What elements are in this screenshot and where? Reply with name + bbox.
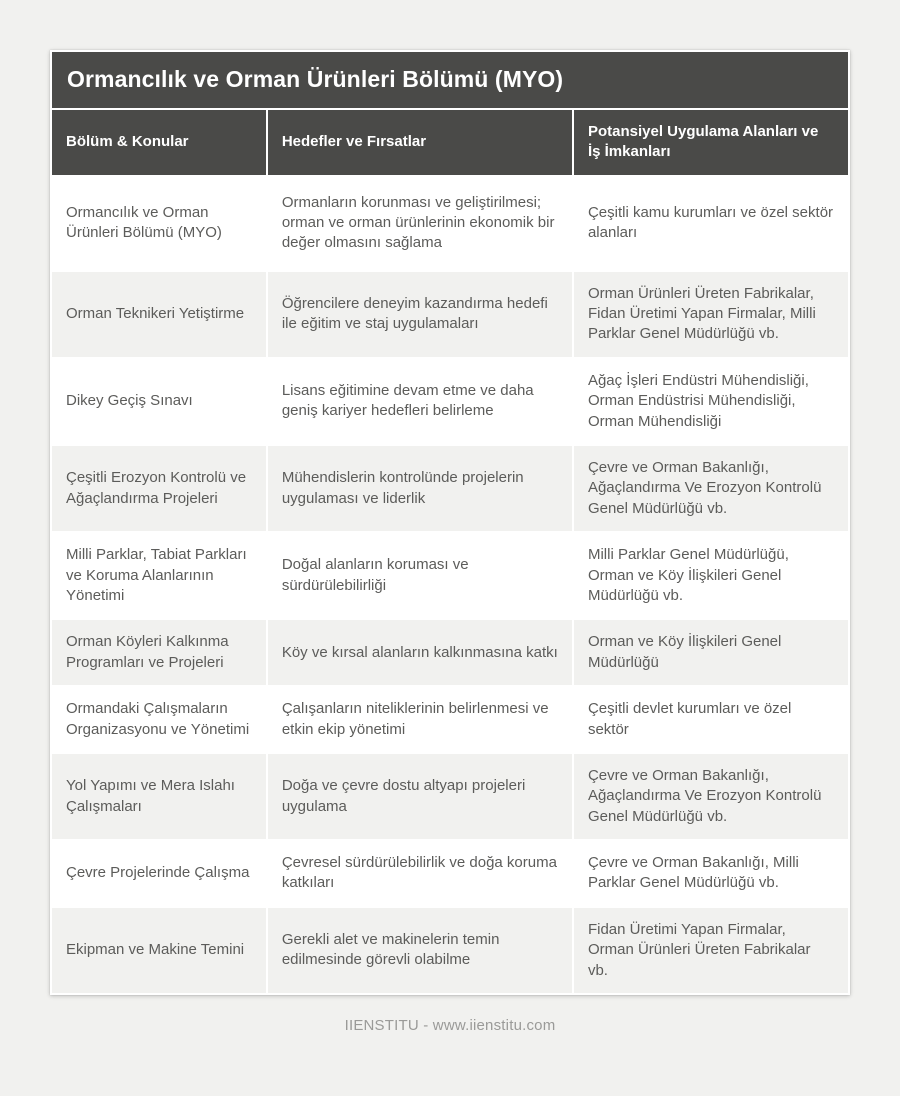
table-card xyxy=(50,50,850,995)
cell-field: Ağaç İşleri Endüstri Mühendisliği, Orman Endüstrisi Mühendisliği, Orman Mühendisliği xyxy=(574,359,848,444)
column-header-topic: Bölüm & Konular xyxy=(52,110,266,175)
column-header-row xyxy=(52,110,848,175)
cell-topic: Çevre Projelerinde Çalışma xyxy=(52,841,266,906)
cell-goal: Mühendislerin kontrolünde projelerin uygulaması ve liderlik xyxy=(268,446,572,531)
table-row xyxy=(52,687,848,752)
cell-field: Çeşitli devlet kurumları ve özel sektör xyxy=(574,687,848,752)
cell-goal: Öğrencilere deneyim kazandırma hedefi ile eğitim ve staj uygulamaları xyxy=(268,272,572,357)
cell-field: Çeşitli kamu kurumları ve özel sektör alanları xyxy=(574,177,848,270)
cell-goal: Doğal alanların koruması ve sürdürülebilirliği xyxy=(268,533,572,618)
cell-goal: Çevresel sürdürülebilirlik ve doğa koruma katkıları xyxy=(268,841,572,906)
cell-field: Çevre ve Orman Bakanlığı, Ağaçlandırma Ve Erozyon Kontrolü Genel Müdürlüğü vb. xyxy=(574,754,848,839)
table-row xyxy=(52,177,848,270)
cell-field: Milli Parklar Genel Müdürlüğü, Orman ve Köy İlişkileri Genel Müdürlüğü vb. xyxy=(574,533,848,618)
cell-goal: Çalışanların niteliklerinin belirlenmesi ve etkin ekip yönetimi xyxy=(268,687,572,752)
cell-field: Fidan Üretimi Yapan Firmalar, Orman Ürünleri Üreten Fabrikalar vb. xyxy=(574,908,848,993)
footer-credit: IIENSTITU - www.iienstitu.com xyxy=(344,1017,556,1035)
cell-field: Çevre ve Orman Bakanlığı, Ağaçlandırma Ve Erozyon Kontrolü Genel Müdürlüğü vb. xyxy=(574,446,848,531)
cell-topic: Yol Yapımı ve Mera Islahı Çalışmaları xyxy=(52,754,266,839)
cell-field: Orman Ürünleri Üreten Fabrikalar, Fidan Üretimi Yapan Firmalar, Milli Parklar Genel Müdürlüğü vb. xyxy=(574,272,848,357)
cell-topic: Ormancılık ve Orman Ürünleri Bölümü (MYO) xyxy=(52,177,266,270)
table-row xyxy=(52,908,848,993)
cell-goal: Köy ve kırsal alanların kalkınmasına katkı xyxy=(268,620,572,685)
table-row xyxy=(52,533,848,618)
cell-topic: Ormandaki Çalışmaların Organizasyonu ve Yönetimi xyxy=(52,687,266,752)
cell-topic: Ekipman ve Makine Temini xyxy=(52,908,266,993)
table-row xyxy=(52,754,848,839)
cell-topic: Orman Köyleri Kalkınma Programları ve Projeleri xyxy=(52,620,266,685)
table-body xyxy=(52,177,848,994)
cell-field: Çevre ve Orman Bakanlığı, Milli Parklar Genel Müdürlüğü vb. xyxy=(574,841,848,906)
table-row xyxy=(52,272,848,357)
cell-topic: Dikey Geçiş Sınavı xyxy=(52,359,266,444)
title-row xyxy=(52,52,848,108)
table-row xyxy=(52,841,848,906)
cell-field: Orman ve Köy İlişkileri Genel Müdürlüğü xyxy=(574,620,848,685)
column-header-field: Potansiyel Uygulama Alanları ve İş İmkanları xyxy=(574,110,848,175)
cell-goal: Doğa ve çevre dostu altyapı projeleri uygulama xyxy=(268,754,572,839)
cell-goal: Ormanların korunması ve geliştirilmesi; orman ve orman ürünlerinin ekonomik bir değer olmasını sağlama xyxy=(268,177,572,270)
table-row xyxy=(52,446,848,531)
cell-topic: Milli Parklar, Tabiat Parkları ve Koruma Alanlarının Yönetimi xyxy=(52,533,266,618)
column-header-goal: Hedefler ve Fırsatlar xyxy=(268,110,572,175)
page-title: Ormancılık ve Orman Ürünleri Bölümü (MYO) xyxy=(52,52,848,108)
table-row xyxy=(52,620,848,685)
table-head xyxy=(52,52,848,175)
cell-goal: Lisans eğitimine devam etme ve daha geniş kariyer hedefleri belirleme xyxy=(268,359,572,444)
cell-goal: Gerekli alet ve makinelerin temin edilmesinde görevli olabilme xyxy=(268,908,572,993)
cell-topic: Orman Teknikeri Yetiştirme xyxy=(52,272,266,357)
table-row xyxy=(52,359,848,444)
info-table xyxy=(50,50,850,995)
cell-topic: Çeşitli Erozyon Kontrolü ve Ağaçlandırma Projeleri xyxy=(52,446,266,531)
